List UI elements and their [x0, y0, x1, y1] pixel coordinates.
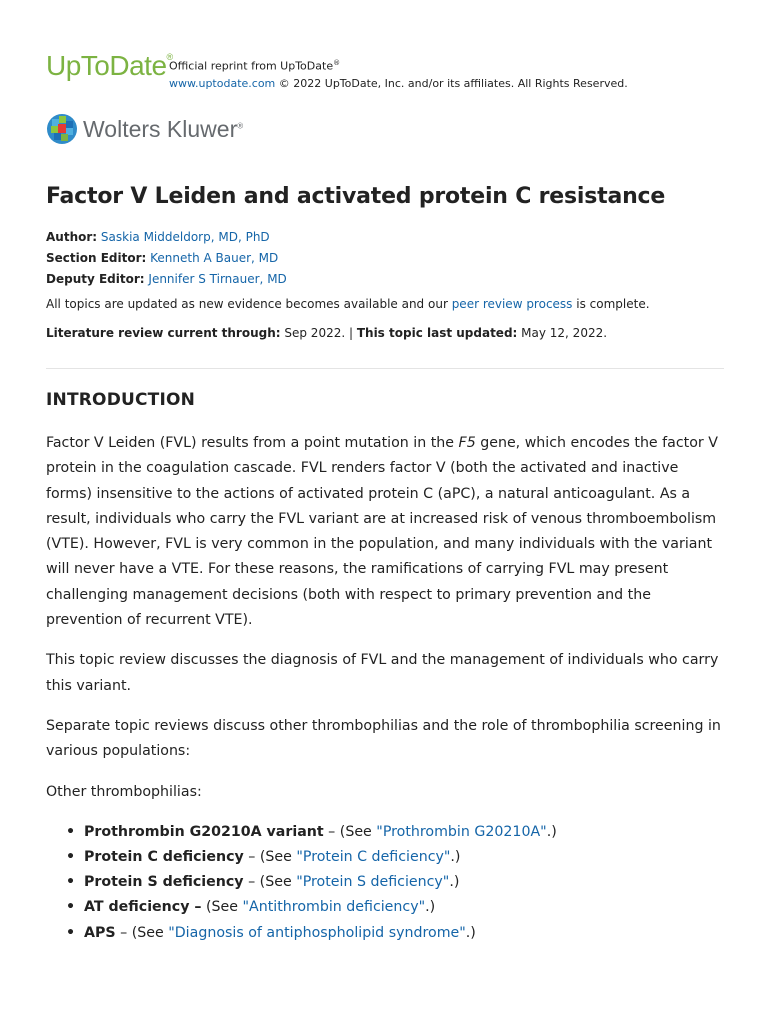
list-item-end: .) — [450, 849, 461, 866]
deputy-editor-label: Deputy Editor: — [46, 272, 145, 286]
intro-p1-rest: gene, which encodes the factor V protein in the coagulation cascade. FVL renders factor V (both the activated and inactive forms) insensitive to the actions of activated protein C (aPC), a natural anticoagulant. As a result, individuals who carry the FVL variant are at increased risk of venous thromboembolism (VTE). However, FVL is very common in the population, and many individuals with the variant will never have a VTE. For these reasons, the ramifications of carrying FVL may present challenging management decisions (both with respect to primary prevention and the prevention of recurrent VTE). — [46, 435, 718, 629]
list-item — [66, 895, 726, 920]
literature-review-value: Sep 2022. | — [280, 326, 357, 340]
intro-paragraph-2: This topic review discusses the diagnosis of FVL and the management of individuals who carry this variant. — [46, 652, 719, 694]
list-item-end: .) — [449, 874, 460, 891]
copyright-text: © 2022 UpToDate, Inc. and/or its affiliates. All Rights Reserved. — [275, 76, 628, 90]
deputy-editor-link[interactable]: Jennifer S Tirnauer, MD — [148, 272, 287, 286]
wolters-kluwer-mosaic-icon — [46, 113, 78, 145]
list-item-see: (See — [201, 899, 243, 916]
publisher-registered-mark: ® — [237, 121, 244, 131]
list-item-term: Protein S deficiency — [84, 874, 244, 891]
list-item-term: Protein C deficiency — [84, 849, 244, 866]
intro-paragraph-1 — [46, 431, 726, 633]
list-item-term: APS — [84, 924, 116, 941]
introduction-body — [46, 431, 726, 946]
notice-text-end: is complete. — [572, 297, 650, 311]
logo-registered-mark: ® — [166, 52, 173, 62]
list-item-see: – (See — [243, 849, 297, 866]
uptodate-site-link[interactable]: www.uptodate.com — [169, 76, 276, 90]
list-item-see: – (See — [323, 823, 377, 840]
reprint-header — [46, 50, 736, 90]
gene-name: F5 — [458, 435, 476, 451]
list-item — [66, 921, 726, 946]
list-item — [66, 845, 726, 870]
list-item-term: Prothrombin G20210A variant — [84, 823, 324, 840]
list-item-link[interactable]: "Prothrombin G20210A" — [376, 823, 547, 840]
list-item — [66, 870, 726, 895]
notice-text-start: All topics are updated as new evidence becomes available and our — [46, 297, 452, 311]
introduction-heading: INTRODUCTION — [46, 390, 196, 410]
article-title: Factor V Leiden and activated protein C resistance — [46, 184, 666, 209]
update-notice — [46, 297, 650, 311]
last-updated-label: This topic last updated: — [356, 326, 518, 340]
list-item-link[interactable]: "Diagnosis of antiphospholipid syndrome" — [168, 924, 466, 941]
uptodate-logo[interactable] — [46, 50, 173, 82]
list-item-link[interactable]: "Protein S deficiency" — [296, 874, 450, 891]
intro-paragraph-4: Other thrombophilias: — [46, 783, 202, 800]
review-dates — [46, 326, 607, 340]
list-item-end: .) — [465, 924, 476, 941]
author-link[interactable]: Saskia Middeldorp, MD, PhD — [100, 230, 270, 244]
intro-paragraph-3: Separate topic reviews discuss other thrombophilias and the role of thrombophilia screening in various populations: — [46, 717, 721, 760]
publisher-name: Wolters Kluwer — [83, 116, 238, 142]
list-item — [66, 820, 726, 845]
author-label: Author: — [46, 230, 98, 244]
peer-review-link[interactable]: peer review process — [451, 297, 573, 311]
list-item-term: AT deficiency – — [84, 899, 202, 916]
list-item-link[interactable]: "Protein C deficiency" — [296, 849, 451, 866]
thrombophilia-list — [46, 820, 726, 946]
logo-text: UpToDate — [46, 50, 167, 81]
intro-p1-start: Factor V Leiden (FVL) results from a point mutation in the — [46, 435, 459, 451]
section-editor-link[interactable]: Kenneth A Bauer, MD — [150, 251, 279, 265]
literature-review-label: Literature review current through: — [46, 326, 281, 340]
list-item-see: – (See — [115, 924, 169, 941]
reprint-registered-mark: ® — [333, 59, 341, 67]
section-divider — [46, 368, 724, 369]
article-credits — [46, 227, 287, 290]
list-item-end: .) — [425, 899, 436, 916]
reprint-notice — [169, 55, 628, 92]
list-item-link[interactable]: "Antithrombin deficiency" — [242, 899, 426, 916]
section-editor-label: Section Editor: — [46, 251, 147, 265]
last-updated-value: May 12, 2022. — [517, 326, 608, 340]
list-item-see: – (See — [243, 874, 297, 891]
list-item-end: .) — [546, 823, 557, 840]
reprint-line: Official reprint from UpToDate — [169, 59, 334, 73]
